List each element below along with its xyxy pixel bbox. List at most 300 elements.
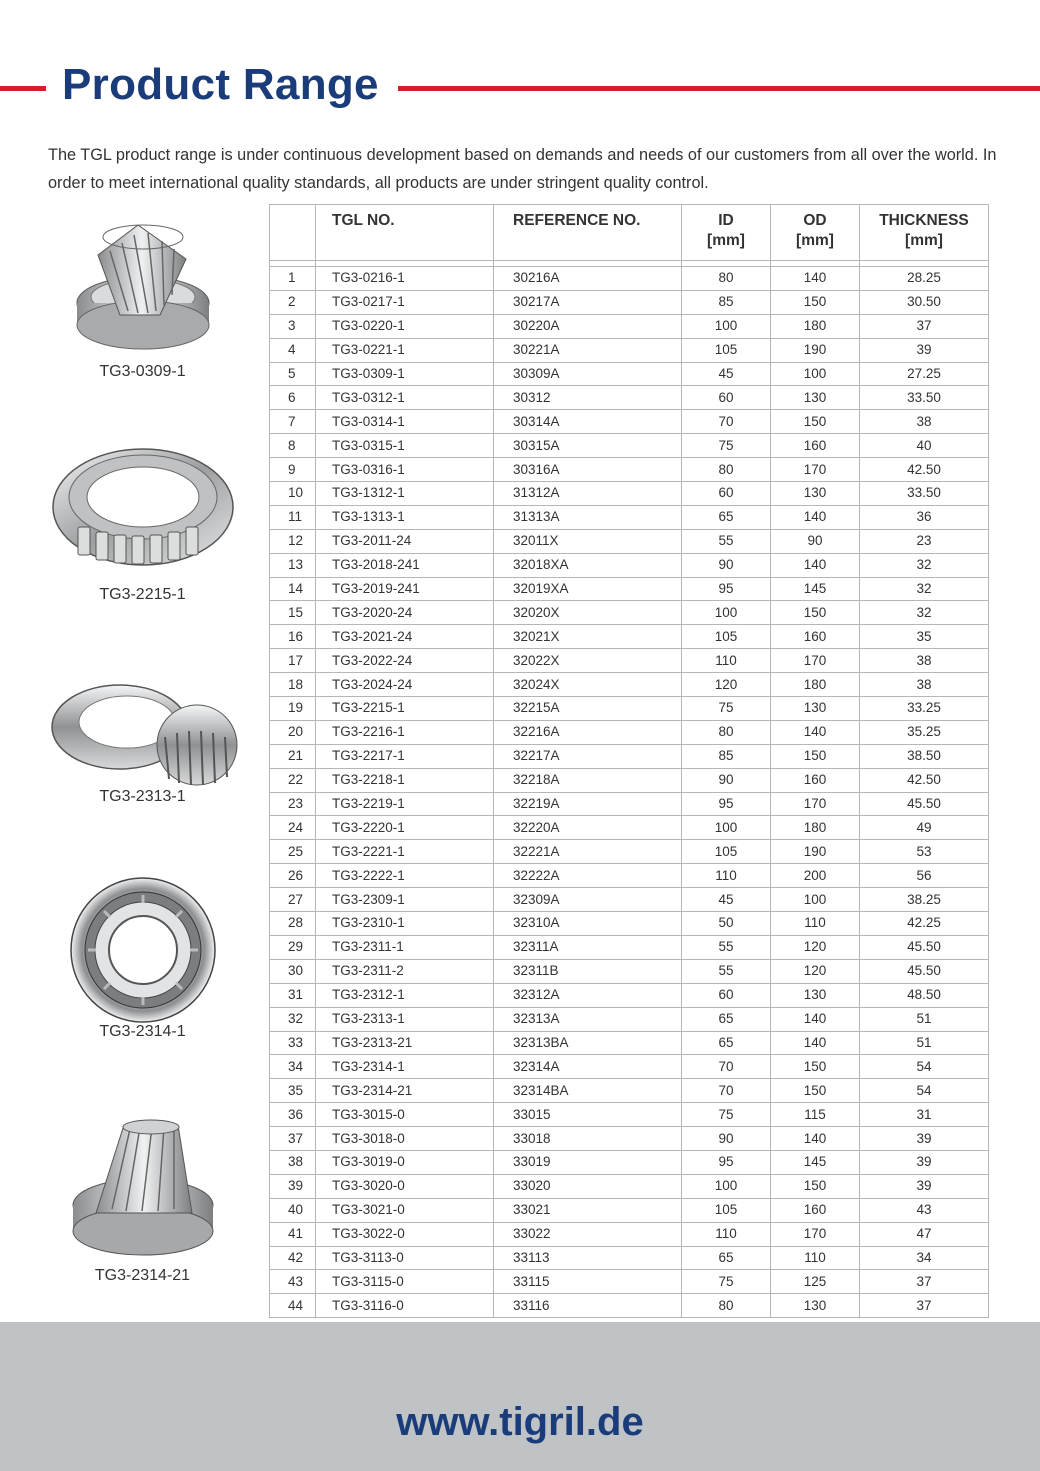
table-row <box>270 458 989 482</box>
outer-diameter-cell: 150 <box>771 410 860 434</box>
reference-no-cell: 32019XA <box>494 577 682 601</box>
thickness-cell: 38 <box>860 649 989 673</box>
reference-no-cell: 33022 <box>494 1222 682 1246</box>
table-row <box>270 1150 989 1174</box>
reference-no-cell: 32221A <box>494 840 682 864</box>
thickness-cell: 38.25 <box>860 888 989 912</box>
inner-diameter-cell: 105 <box>682 338 771 362</box>
thickness-cell: 31 <box>860 1103 989 1127</box>
page-title: Product Range <box>62 60 379 109</box>
row-number-cell: 42 <box>270 1246 316 1270</box>
inner-diameter-cell: 85 <box>682 744 771 768</box>
inner-diameter-cell: 95 <box>682 1150 771 1174</box>
row-number-cell: 21 <box>270 744 316 768</box>
tgl-no-cell: TG3-2021-24 <box>316 625 494 649</box>
website-link[interactable]: www.tigril.de <box>396 1400 644 1444</box>
tapered-bearing-icon <box>45 667 240 792</box>
tgl-no-cell: TG3-2313-21 <box>316 1031 494 1055</box>
tgl-no-cell: TG3-3019-0 <box>316 1150 494 1174</box>
table-row <box>270 314 989 338</box>
header-od <box>771 205 860 261</box>
bearing-image <box>40 667 245 792</box>
header-ref-label: REFERENCE NO. <box>513 212 641 229</box>
inner-diameter-cell: 100 <box>682 816 771 840</box>
title-accent-line-left <box>0 86 46 91</box>
outer-diameter-cell: 160 <box>771 434 860 458</box>
thickness-cell: 30.50 <box>860 290 989 314</box>
outer-diameter-cell: 190 <box>771 338 860 362</box>
header-thickness-unit: [mm] <box>905 232 943 249</box>
reference-no-cell: 33019 <box>494 1150 682 1174</box>
reference-no-cell: 32314A <box>494 1055 682 1079</box>
outer-diameter-cell: 160 <box>771 625 860 649</box>
row-number-cell: 5 <box>270 362 316 386</box>
inner-diameter-cell: 60 <box>682 482 771 506</box>
table-row <box>270 1055 989 1079</box>
tgl-no-cell: TG3-1312-1 <box>316 482 494 506</box>
row-number-cell: 12 <box>270 529 316 553</box>
thickness-cell: 39 <box>860 338 989 362</box>
tgl-no-cell: TG3-3015-0 <box>316 1103 494 1127</box>
tgl-no-cell: TG3-2312-1 <box>316 983 494 1007</box>
tgl-no-cell: TG3-0315-1 <box>316 434 494 458</box>
reference-no-cell: 32011X <box>494 529 682 553</box>
reference-no-cell: 32313BA <box>494 1031 682 1055</box>
table-row <box>270 816 989 840</box>
outer-diameter-cell: 110 <box>771 1246 860 1270</box>
header-tgl-no <box>316 205 494 261</box>
table-row <box>270 1103 989 1127</box>
row-number-cell: 30 <box>270 959 316 983</box>
reference-no-cell: 30217A <box>494 290 682 314</box>
inner-diameter-cell: 90 <box>682 553 771 577</box>
thickness-cell: 37 <box>860 1294 989 1318</box>
tgl-no-cell: TG3-2311-1 <box>316 935 494 959</box>
table-row <box>270 625 989 649</box>
row-number-cell: 38 <box>270 1150 316 1174</box>
tgl-no-cell: TG3-0220-1 <box>316 314 494 338</box>
bearing-label: TG3-2215-1 <box>99 586 186 603</box>
outer-diameter-cell: 170 <box>771 458 860 482</box>
table-row <box>270 673 989 697</box>
outer-diameter-cell: 140 <box>771 720 860 744</box>
tgl-no-cell: TG3-0217-1 <box>316 290 494 314</box>
reference-no-cell: 30221A <box>494 338 682 362</box>
outer-diameter-cell: 140 <box>771 505 860 529</box>
reference-no-cell: 31312A <box>494 482 682 506</box>
inner-diameter-cell: 105 <box>682 1198 771 1222</box>
thickness-cell: 37 <box>860 1270 989 1294</box>
tgl-no-cell: TG3-3018-0 <box>316 1127 494 1151</box>
reference-no-cell: 32022X <box>494 649 682 673</box>
outer-diameter-cell: 110 <box>771 912 860 936</box>
reference-no-cell: 32309A <box>494 888 682 912</box>
header-reference-no <box>494 205 682 261</box>
table-row <box>270 601 989 625</box>
inner-diameter-cell: 45 <box>682 362 771 386</box>
bearing-image <box>40 1113 245 1263</box>
row-number-cell: 33 <box>270 1031 316 1055</box>
tgl-no-cell: TG3-2314-21 <box>316 1079 494 1103</box>
bearing-label: TG3-2313-1 <box>99 788 186 805</box>
table-row <box>270 959 989 983</box>
inner-diameter-cell: 120 <box>682 673 771 697</box>
outer-diameter-cell: 145 <box>771 1150 860 1174</box>
inner-diameter-cell: 65 <box>682 1031 771 1055</box>
table-row <box>270 577 989 601</box>
row-number-cell: 27 <box>270 888 316 912</box>
reference-no-cell: 30220A <box>494 314 682 338</box>
row-number-cell: 29 <box>270 935 316 959</box>
thickness-cell: 42.50 <box>860 458 989 482</box>
row-number-cell: 14 <box>270 577 316 601</box>
thickness-cell: 51 <box>860 1007 989 1031</box>
header-id-unit: [mm] <box>707 232 745 249</box>
reference-no-cell: 32024X <box>494 673 682 697</box>
tgl-no-cell: TG3-2011-24 <box>316 529 494 553</box>
row-number-cell: 13 <box>270 553 316 577</box>
row-number-cell: 35 <box>270 1079 316 1103</box>
reference-no-cell: 32216A <box>494 720 682 744</box>
outer-diameter-cell: 150 <box>771 290 860 314</box>
outer-diameter-cell: 150 <box>771 744 860 768</box>
thickness-cell: 32 <box>860 577 989 601</box>
reference-no-cell: 32020X <box>494 601 682 625</box>
thickness-cell: 40 <box>860 434 989 458</box>
reference-no-cell: 30316A <box>494 458 682 482</box>
bearing-image <box>40 437 245 577</box>
reference-no-cell: 30314A <box>494 410 682 434</box>
table-row <box>270 386 989 410</box>
inner-diameter-cell: 55 <box>682 935 771 959</box>
header-thickness <box>860 205 989 261</box>
tapered-bearing-icon <box>68 875 218 1025</box>
inner-diameter-cell: 100 <box>682 601 771 625</box>
row-number-cell: 40 <box>270 1198 316 1222</box>
tgl-no-cell: TG3-2018-241 <box>316 553 494 577</box>
reference-no-cell: 32312A <box>494 983 682 1007</box>
outer-diameter-cell: 190 <box>771 840 860 864</box>
thickness-cell: 43 <box>860 1198 989 1222</box>
row-number-cell: 2 <box>270 290 316 314</box>
table-row <box>270 410 989 434</box>
table-row <box>270 505 989 529</box>
row-number-cell: 28 <box>270 912 316 936</box>
inner-diameter-cell: 55 <box>682 959 771 983</box>
row-number-cell: 10 <box>270 482 316 506</box>
thickness-cell: 42.50 <box>860 768 989 792</box>
table-row <box>270 1246 989 1270</box>
row-number-cell: 32 <box>270 1007 316 1031</box>
tgl-no-cell: TG3-2313-1 <box>316 1007 494 1031</box>
outer-diameter-cell: 115 <box>771 1103 860 1127</box>
outer-diameter-cell: 150 <box>771 1055 860 1079</box>
row-number-cell: 6 <box>270 386 316 410</box>
tgl-no-cell: TG3-2311-2 <box>316 959 494 983</box>
inner-diameter-cell: 85 <box>682 290 771 314</box>
tgl-no-cell: TG3-2215-1 <box>316 697 494 721</box>
thickness-cell: 45.50 <box>860 959 989 983</box>
reference-no-cell: 32220A <box>494 816 682 840</box>
thickness-cell: 56 <box>860 864 989 888</box>
reference-no-cell: 32311B <box>494 959 682 983</box>
tgl-no-cell: TG3-2024-24 <box>316 673 494 697</box>
tgl-no-cell: TG3-2020-24 <box>316 601 494 625</box>
outer-diameter-cell: 170 <box>771 1222 860 1246</box>
tapered-bearing-icon <box>48 437 238 577</box>
row-number-cell: 9 <box>270 458 316 482</box>
header-tgl-label: TGL NO. <box>332 212 395 229</box>
tgl-no-cell: TG3-0314-1 <box>316 410 494 434</box>
outer-diameter-cell: 145 <box>771 577 860 601</box>
inner-diameter-cell: 100 <box>682 314 771 338</box>
thickness-cell: 48.50 <box>860 983 989 1007</box>
table-row <box>270 744 989 768</box>
table-row <box>270 362 989 386</box>
tgl-no-cell: TG3-2314-1 <box>316 1055 494 1079</box>
tgl-no-cell: TG3-2019-241 <box>316 577 494 601</box>
inner-diameter-cell: 110 <box>682 1222 771 1246</box>
table-row <box>270 1222 989 1246</box>
thickness-cell: 34 <box>860 1246 989 1270</box>
reference-no-cell: 32219A <box>494 792 682 816</box>
inner-diameter-cell: 80 <box>682 720 771 744</box>
thickness-cell: 32 <box>860 601 989 625</box>
bearing-label: TG3-2314-21 <box>94 1267 191 1284</box>
tgl-no-cell: TG3-2222-1 <box>316 864 494 888</box>
tgl-no-cell: TG3-2310-1 <box>316 912 494 936</box>
inner-diameter-cell: 50 <box>682 912 771 936</box>
thickness-cell: 38.50 <box>860 744 989 768</box>
outer-diameter-cell: 100 <box>771 362 860 386</box>
reference-no-cell: 31313A <box>494 505 682 529</box>
title-accent-line-right <box>398 86 1040 91</box>
inner-diameter-cell: 105 <box>682 625 771 649</box>
row-number-cell: 4 <box>270 338 316 362</box>
table-body <box>270 267 989 1318</box>
reference-no-cell: 32018XA <box>494 553 682 577</box>
table-row <box>270 1127 989 1151</box>
product-table <box>269 204 989 1318</box>
header-od-label: OD <box>803 212 827 229</box>
reference-no-cell: 32311A <box>494 935 682 959</box>
row-number-cell: 19 <box>270 697 316 721</box>
header-od-unit: [mm] <box>796 232 834 249</box>
thickness-cell: 37 <box>860 314 989 338</box>
table-row <box>270 697 989 721</box>
table-row <box>270 1270 989 1294</box>
inner-diameter-cell: 75 <box>682 697 771 721</box>
table-row <box>270 1031 989 1055</box>
inner-diameter-cell: 70 <box>682 410 771 434</box>
thickness-cell: 45.50 <box>860 935 989 959</box>
reference-no-cell: 33021 <box>494 1198 682 1222</box>
inner-diameter-cell: 65 <box>682 505 771 529</box>
outer-diameter-cell: 130 <box>771 386 860 410</box>
bearing-image <box>40 875 245 1025</box>
outer-diameter-cell: 180 <box>771 816 860 840</box>
inner-diameter-cell: 105 <box>682 840 771 864</box>
row-number-cell: 8 <box>270 434 316 458</box>
inner-diameter-cell: 70 <box>682 1079 771 1103</box>
tgl-no-cell: TG3-2219-1 <box>316 792 494 816</box>
reference-no-cell: 32313A <box>494 1007 682 1031</box>
reference-no-cell: 32217A <box>494 744 682 768</box>
thickness-cell: 33.50 <box>860 482 989 506</box>
reference-no-cell: 32218A <box>494 768 682 792</box>
row-number-cell: 11 <box>270 505 316 529</box>
table-row <box>270 720 989 744</box>
table-row <box>270 1007 989 1031</box>
inner-diameter-cell: 100 <box>682 1174 771 1198</box>
table-row <box>270 912 989 936</box>
outer-diameter-cell: 150 <box>771 601 860 625</box>
row-number-cell: 7 <box>270 410 316 434</box>
tgl-no-cell: TG3-3022-0 <box>316 1222 494 1246</box>
tgl-no-cell: TG3-2221-1 <box>316 840 494 864</box>
reference-no-cell: 33020 <box>494 1174 682 1198</box>
table-row <box>270 290 989 314</box>
table-row <box>270 1294 989 1318</box>
outer-diameter-cell: 130 <box>771 983 860 1007</box>
thickness-cell: 33.25 <box>860 697 989 721</box>
row-number-cell: 15 <box>270 601 316 625</box>
thickness-cell: 39 <box>860 1174 989 1198</box>
table-row <box>270 768 989 792</box>
header-id-label: ID <box>718 212 734 229</box>
tgl-no-cell: TG3-3113-0 <box>316 1246 494 1270</box>
row-number-cell: 37 <box>270 1127 316 1151</box>
thickness-cell: 54 <box>860 1055 989 1079</box>
thickness-cell: 38 <box>860 673 989 697</box>
inner-diameter-cell: 45 <box>682 888 771 912</box>
row-number-cell: 36 <box>270 1103 316 1127</box>
reference-no-cell: 33115 <box>494 1270 682 1294</box>
tgl-no-cell: TG3-2218-1 <box>316 768 494 792</box>
outer-diameter-cell: 140 <box>771 1007 860 1031</box>
outer-diameter-cell: 100 <box>771 888 860 912</box>
inner-diameter-cell: 90 <box>682 768 771 792</box>
reference-no-cell: 30216A <box>494 267 682 291</box>
thickness-cell: 54 <box>860 1079 989 1103</box>
table-row <box>270 649 989 673</box>
tgl-no-cell: TG3-3116-0 <box>316 1294 494 1318</box>
table-header-row <box>270 205 989 261</box>
tgl-no-cell: TG3-2022-24 <box>316 649 494 673</box>
outer-diameter-cell: 180 <box>771 314 860 338</box>
tapered-bearing-icon <box>68 1113 218 1263</box>
tgl-no-cell: TG3-3115-0 <box>316 1270 494 1294</box>
tgl-no-cell: TG3-0316-1 <box>316 458 494 482</box>
table-row <box>270 553 989 577</box>
table-row <box>270 792 989 816</box>
tgl-no-cell: TG3-0312-1 <box>316 386 494 410</box>
reference-no-cell: 33113 <box>494 1246 682 1270</box>
outer-diameter-cell: 120 <box>771 959 860 983</box>
table-row <box>270 1079 989 1103</box>
outer-diameter-cell: 140 <box>771 553 860 577</box>
outer-diameter-cell: 170 <box>771 792 860 816</box>
bearing-image <box>40 215 245 355</box>
row-number-cell: 39 <box>270 1174 316 1198</box>
thickness-cell: 23 <box>860 529 989 553</box>
tgl-no-cell: TG3-0216-1 <box>316 267 494 291</box>
inner-diameter-cell: 70 <box>682 1055 771 1079</box>
inner-diameter-cell: 60 <box>682 983 771 1007</box>
inner-diameter-cell: 110 <box>682 649 771 673</box>
thickness-cell: 35.25 <box>860 720 989 744</box>
row-number-cell: 17 <box>270 649 316 673</box>
row-number-cell: 23 <box>270 792 316 816</box>
table-row <box>270 1198 989 1222</box>
outer-diameter-cell: 130 <box>771 1294 860 1318</box>
intro-paragraph: The TGL product range is under continuous development based on demands and needs of our customers from all over the world. In order to meet international quality standards, all products are under stringent quality control. <box>48 146 997 192</box>
thickness-cell: 45.50 <box>860 792 989 816</box>
outer-diameter-cell: 140 <box>771 267 860 291</box>
thickness-cell: 39 <box>860 1150 989 1174</box>
table-row <box>270 434 989 458</box>
outer-diameter-cell: 150 <box>771 1079 860 1103</box>
reference-no-cell: 32310A <box>494 912 682 936</box>
thickness-cell: 36 <box>860 505 989 529</box>
row-number-cell: 44 <box>270 1294 316 1318</box>
inner-diameter-cell: 75 <box>682 1270 771 1294</box>
thickness-cell: 39 <box>860 1127 989 1151</box>
reference-no-cell: 32215A <box>494 697 682 721</box>
inner-diameter-cell: 55 <box>682 529 771 553</box>
table-row <box>270 267 989 291</box>
outer-diameter-cell: 120 <box>771 935 860 959</box>
outer-diameter-cell: 125 <box>771 1270 860 1294</box>
thickness-cell: 47 <box>860 1222 989 1246</box>
outer-diameter-cell: 140 <box>771 1127 860 1151</box>
row-number-cell: 3 <box>270 314 316 338</box>
inner-diameter-cell: 65 <box>682 1007 771 1031</box>
table-row <box>270 864 989 888</box>
outer-diameter-cell: 150 <box>771 1174 860 1198</box>
thickness-cell: 38 <box>860 410 989 434</box>
row-number-cell: 41 <box>270 1222 316 1246</box>
tapered-bearing-icon <box>68 215 218 355</box>
inner-diameter-cell: 80 <box>682 1294 771 1318</box>
row-number-cell: 16 <box>270 625 316 649</box>
bearing-label: TG3-2314-1 <box>99 1023 186 1040</box>
bearing-label: TG3-0309-1 <box>99 363 186 380</box>
footer-bar <box>0 1322 1040 1471</box>
row-number-cell: 1 <box>270 267 316 291</box>
tgl-no-cell: TG3-3021-0 <box>316 1198 494 1222</box>
inner-diameter-cell: 110 <box>682 864 771 888</box>
thickness-cell: 32 <box>860 553 989 577</box>
outer-diameter-cell: 180 <box>771 673 860 697</box>
inner-diameter-cell: 60 <box>682 386 771 410</box>
row-number-cell: 26 <box>270 864 316 888</box>
tgl-no-cell: TG3-0221-1 <box>316 338 494 362</box>
thickness-cell: 51 <box>860 1031 989 1055</box>
reference-no-cell: 30309A <box>494 362 682 386</box>
header-thickness-label: THICKNESS <box>879 212 969 229</box>
thickness-cell: 27.25 <box>860 362 989 386</box>
inner-diameter-cell: 90 <box>682 1127 771 1151</box>
table-row <box>270 338 989 362</box>
row-number-cell: 22 <box>270 768 316 792</box>
table-row <box>270 888 989 912</box>
outer-diameter-cell: 130 <box>771 697 860 721</box>
row-number-cell: 24 <box>270 816 316 840</box>
reference-no-cell: 33015 <box>494 1103 682 1127</box>
inner-diameter-cell: 75 <box>682 434 771 458</box>
tgl-no-cell: TG3-2220-1 <box>316 816 494 840</box>
